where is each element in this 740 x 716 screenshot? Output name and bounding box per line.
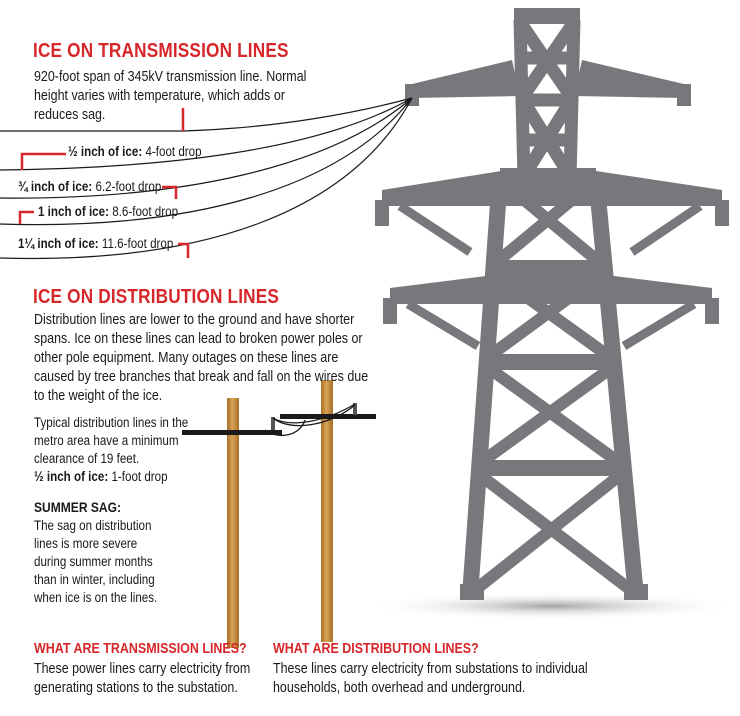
sag-label-amount: ¾ inch of ice: [18,179,93,194]
distribution-answer: These lines carry electricity from substations to individual households, both overhead and underground. [273,661,588,696]
tower-shadow [362,592,740,620]
sag-label-three-quarter-inch [18,179,161,194]
sag-label-one-inch [38,204,178,219]
transmission-tower [375,8,729,600]
sag-label-drop: 6.2-foot drop [95,179,162,194]
sag-label-half-inch [68,144,202,159]
clearance-text: Typical distribution lines in the metro area have a minimum clearance of 19 feet. [34,415,189,466]
sag-label-drop: 11.6-foot drop [101,236,174,251]
distribution-question: WHAT ARE DISTRIBUTION LINES? [273,641,479,657]
transmission-description: 920-foot span of 345kV transmission line. Normal height varies with temperature, which adds or reduces sag. [34,69,307,123]
distribution-poles [182,380,376,648]
summer-sag-heading: SUMMER SAG: [34,499,121,515]
transmission-question: WHAT ARE TRANSMISSION LINES? [34,641,247,657]
sag-label-amount: 1 inch of ice: [38,204,109,219]
transmission-answer: These power lines carry electricity from generating stations to the substation. [34,661,251,696]
distribution-ice-drop: 1-foot drop [111,469,168,484]
sag-label-drop: 4-foot drop [145,144,202,159]
summer-sag-text: The sag on distribution lines is more severe during summer months than in winter, including when ice is on the lines. [34,518,158,605]
sag-label-amount: 1¼ inch of ice: [18,236,99,251]
sag-label-amount: ½ inch of ice: [68,144,143,159]
distribution-ice-amount: ½ inch of ice: [34,469,109,484]
distribution-description: Distribution lines are lower to the ground and have shorter spans. Ice on these lines can lead to broken power poles or other pole equipment. Many outages on these lines are caused by tree branches that break and fall on the wires due to the weight of the ice. [34,312,369,404]
sag-label-one-and-quarter-inch [18,236,173,251]
transmission-heading: ICE ON TRANSMISSION LINES [33,40,289,62]
distribution-heading: ICE ON DISTRIBUTION LINES [33,286,280,308]
distribution-ice-label [34,469,168,484]
sag-label-drop: 8.6-foot drop [112,204,179,219]
